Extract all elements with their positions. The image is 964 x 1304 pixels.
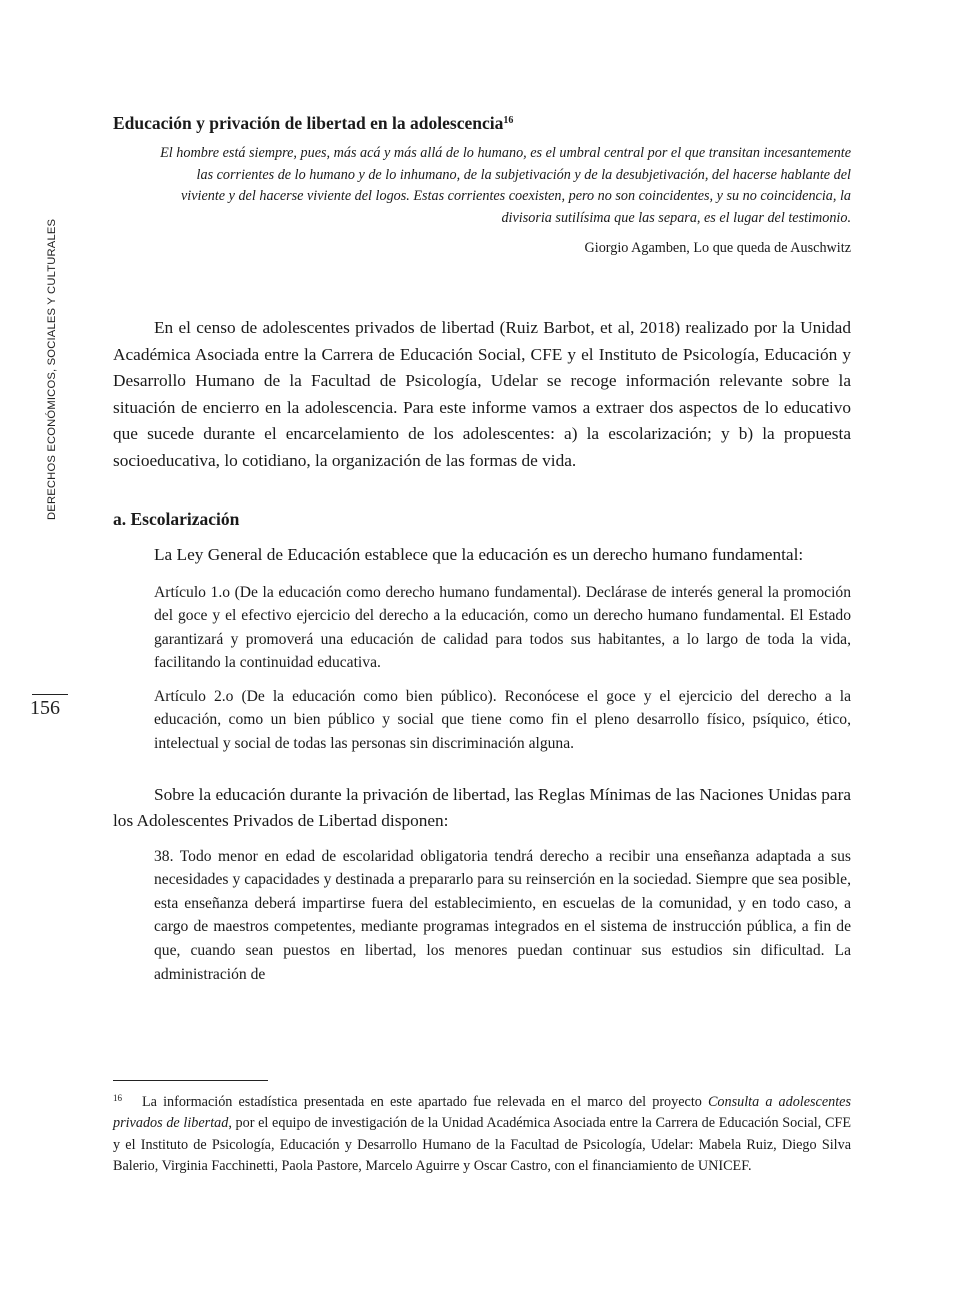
paragraph-reglas-minimas: Sobre la educación durante la privación de libertad, las Reglas Mínimas de las Naciones Unidas para los Adolescentes Privados de Libertad disponen: xyxy=(113,784,851,831)
page-content xyxy=(113,109,851,986)
article-1-quote: Artículo 1.o (De la educación como derecho humano fundamental). Declárase de interés general la promoción del goce y el efectivo ejercicio del derecho a la educación, como un derecho humano fundamental. El Estado garantizará y promoverá una educación de calidad para todos sus habitantes, a lo largo de toda la vida, facilitando la continuidad educativa. xyxy=(154,583,851,672)
footnote-reference[interactable]: 16 xyxy=(503,115,514,126)
side-label-text: DERECHOS ECONÓMICOS, SOCIALES Y CULTURALES xyxy=(46,218,58,520)
rule-38-quote: 38. Todo menor en edad de escolaridad obligatoria tendrá derecho a recibir una enseñanza adaptada a sus necesidades y capacidades y destinada a prepararlo para su reinserción en la sociedad. Siempre que sea posible, esta enseñanza deberá impartirse fuera del establecimiento, en escuelas de la comunidad, y en todo caso, a cargo de maestros competentes, mediante programas integrados en el sistema de instrucción pública, a fin de que, cuando sean puestos en libertad, los menores puedan continuar sus estudios sin dificultad. La administración de xyxy=(154,847,851,983)
paragraph-censo: En el censo de adolescentes privados de libertad (Ruiz Barbot, et al, 2018) realizado por la Unidad Académica Asociada entre la Carrera de Educación Social, CFE y el Instituto de Psicología, Educación y Desarrollo Humano de la Facultad de Psicología, Udelar se recoge información relevante sobre la situación de encierro en la adolescencia. Para este informe vamos a extraer dos aspectos de lo educativo que sucede durante el encarcelamiento de los adolescentes: a) la escolarización; y b) la propuesta socioeducativa, lo cotidiano, la organización de las formas de vida. xyxy=(113,318,851,470)
footnote-text-before: La información estadística presentada en este apartado fue relevada en el marco del proyecto xyxy=(142,1094,708,1110)
footnote-rule xyxy=(113,1080,268,1081)
subsection-title: a. Escolarización xyxy=(113,509,240,529)
section-title-text: Educación y privación de libertad en la adolescencia xyxy=(113,113,504,133)
page-number-rule xyxy=(32,694,68,695)
page-number: 156 xyxy=(30,697,60,719)
footnote-mark: 16 xyxy=(113,1093,122,1103)
section-title xyxy=(113,109,851,135)
footnote-text-after: , por el equipo de investigación de la Unidad Académica Asociada entre la Carrera de Educación Social, CFE y el Instituto de Psicología, Educación y Desarrollo Humano de la Facultad de Psicología, Udelar: Mabela Ruiz, Diego Silva Balerio, Virginia Facchinetti, Paola Pastore, Marcelo Aguirre y Oscar Castro, con el financiamiento de UNICEF. xyxy=(113,1115,851,1175)
footnote-project-title: Consulta a adolescentes privados de libertad xyxy=(113,1094,851,1132)
epigraph-source: Giorgio Agamben, Lo que queda de Auschwitz xyxy=(584,240,851,256)
epigraph-quote: El hombre está siempre, pues, más acá y más allá de lo humano, es el umbral central por el que transitan incesantemente las corrientes de lo humano y de lo inhumano, de la subjetivación y de la desubjetivación, del hacerse hablante del viviente y del hacerse viviente del logos. Estas corrientes coexisten, pero no son coincidentes, y su no coincidencia, la divisoria sutilísima que las separa, es el lugar del testimonio. xyxy=(160,145,851,226)
article-2-quote: Artículo 2.o (De la educación como bien público). Reconócese el goce y el ejercicio del derecho a la educación, como un bien público y social que tiene como fin el pleno desarrollo físico, psíquico, ético, intelectual y social de todas las personas sin discriminación alguna. xyxy=(154,687,851,753)
footnote xyxy=(113,1088,851,1178)
running-side-label xyxy=(24,190,84,520)
paragraph-ley-general: La Ley General de Educación establece que la educación es un derecho humano fundamental: xyxy=(154,545,804,564)
